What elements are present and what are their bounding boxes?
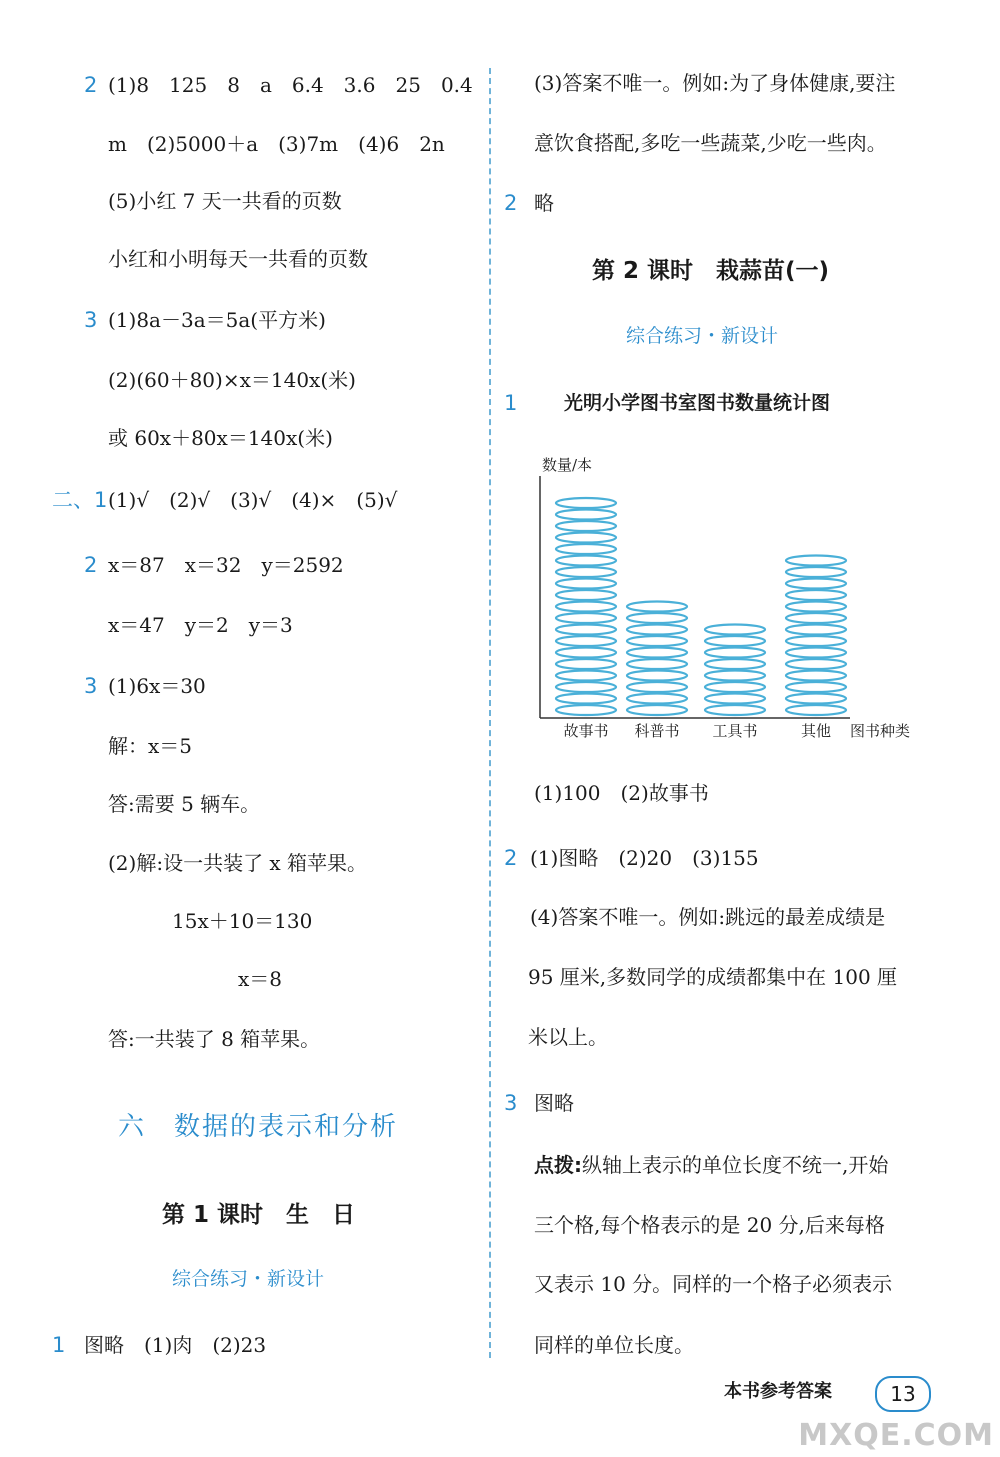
lesson1-q1-number: 1 [52, 1333, 66, 1357]
bar-coil [705, 682, 765, 692]
bar-coil [786, 671, 846, 681]
section-title: 六 数据的表示和分析 [118, 1112, 399, 1142]
lesson1-title: 第 1 课时 生 日 [162, 1202, 356, 1228]
category-label-1: 故事书 [563, 722, 609, 740]
bar-coil [556, 613, 616, 623]
q2-number: 2 [84, 73, 98, 97]
bar-coil [556, 521, 616, 531]
bar-3 [705, 625, 765, 716]
part2-q3-number: 3 [84, 674, 98, 698]
bar-coil [786, 636, 846, 646]
part2-q3-line3: 答:需要 5 辆车。 [108, 792, 261, 816]
part2-q3-line6: x＝8 [238, 967, 283, 991]
bar-coil [627, 659, 687, 669]
q2-line2: m (2)5000＋a (3)7m (4)6 2n [108, 132, 445, 156]
q3-number: 3 [84, 308, 98, 332]
part2-q3-line2: 解：x＝5 [108, 734, 193, 758]
part2-q3-line1: (1)6x＝30 [108, 674, 206, 698]
bar-coil [556, 682, 616, 692]
part2-q3-line7: 答:一共装了 8 箱苹果。 [108, 1027, 321, 1051]
q2-line1: (1)8 125 8 a 6.4 3.6 25 0.4 [108, 73, 473, 97]
tip-line3: 又表示 10 分。同样的一个格子必须表示 [534, 1272, 893, 1296]
tip-line1 [534, 1152, 888, 1178]
bar-coil [705, 648, 765, 658]
bar-coil [556, 498, 616, 508]
chart-title: 光明小学图书室图书数量统计图 [564, 392, 831, 414]
category-label-3: 工具书 [712, 722, 758, 740]
bar-coil [556, 533, 616, 543]
tip-line2: 三个格,每个格表示的是 20 分,后来每格 [534, 1213, 885, 1237]
book-count-chart [520, 448, 940, 748]
bar-coil [627, 613, 687, 623]
bar-coil [556, 671, 616, 681]
r-q1-number: 1 [504, 391, 518, 415]
footer-label: 本书参考答案 [724, 1381, 832, 1402]
bar-coil [786, 556, 846, 566]
bar-coil [627, 682, 687, 692]
bar-2 [627, 602, 687, 716]
lesson2-subtitle: 综合练习・新设计 [626, 325, 779, 347]
r-top-line1: (3)答案不唯一。例如:为了身体健康,要注 [534, 71, 896, 95]
category-label-2: 科普书 [634, 722, 680, 740]
q2-line4: 小红和小明每天一共看的页数 [108, 247, 368, 271]
q3-line3: 或 60x＋80x＝140x(米) [108, 426, 333, 450]
bar-coil [786, 694, 846, 704]
bar-coil [556, 567, 616, 577]
part2-q3-line4: (2)解:设一共装了 x 箱苹果。 [108, 851, 368, 875]
part2-q2-line2: x＝47 y＝2 y＝3 [108, 613, 293, 637]
bar-coil [627, 671, 687, 681]
bar-coil [556, 694, 616, 704]
bar-coil [556, 556, 616, 566]
y-axis-label: 数量/本 [542, 456, 593, 474]
bar-4 [786, 556, 846, 716]
tip-line1-text: 纵轴上表示的单位长度不统一,开始 [582, 1153, 889, 1177]
part2-q2-number: 2 [84, 553, 98, 577]
q3-line1: (1)8a－3a＝5a(平方米) [108, 308, 326, 332]
bar-coil [705, 625, 765, 635]
bar-coil [705, 694, 765, 704]
q2-line3: (5)小红 7 天一共看的页数 [108, 189, 342, 213]
r-q2-number: 2 [504, 191, 518, 215]
x-axis-label: 图书种类 [850, 722, 911, 740]
bar-coil [627, 648, 687, 658]
lesson1-subtitle: 综合练习・新设计 [172, 1268, 325, 1290]
part2-number: 二、1 [52, 488, 108, 512]
part2-q3-line5: 15x＋10＝130 [172, 909, 313, 933]
category-label-4: 其他 [800, 722, 832, 740]
bar-coil [556, 625, 616, 635]
bar-coil [705, 671, 765, 681]
bar-coil [556, 648, 616, 658]
bar-coil [786, 625, 846, 635]
column-divider [489, 68, 491, 1358]
r-top-line2: 意饮食搭配,多吃一些蔬菜,少吃一些肉。 [534, 131, 887, 155]
lesson2-title: 第 2 课时 栽蒜苗(一) [592, 258, 830, 284]
bar-coil [786, 590, 846, 600]
lesson1-q1-line: 图略 (1)肉 (2)23 [84, 1333, 267, 1357]
bar-coil [786, 705, 846, 715]
tip-lead: 点拨: [534, 1153, 582, 1177]
bar-coil [627, 625, 687, 635]
bar-coil [556, 544, 616, 554]
r-q1-after: (1)100 (2)故事书 [534, 781, 709, 805]
bar-coil [786, 648, 846, 658]
part2-q1-line: (1)√ (2)√ (3)√ (4)× (5)√ [108, 488, 398, 512]
bar-coil [556, 510, 616, 520]
bar-coil [786, 579, 846, 589]
r-q3-text: 图略 [534, 1091, 574, 1115]
page-number-badge: 13 [875, 1376, 931, 1412]
bar-coil [786, 613, 846, 623]
bar-coil [556, 602, 616, 612]
bar-coil [556, 579, 616, 589]
bar-coil [627, 602, 687, 612]
tip-line4: 同样的单位长度。 [534, 1333, 694, 1357]
q3-line2: (2)(60＋80)×x＝140x(米) [108, 368, 356, 392]
r-q2b-line3: 95 厘米,多数同学的成绩都集中在 100 厘 [528, 965, 898, 989]
r-q2b-line2: (4)答案不唯一。例如:跳远的最差成绩是 [530, 905, 886, 929]
bar-coil [627, 636, 687, 646]
bar-coil [786, 567, 846, 577]
bar-coil [705, 659, 765, 669]
bar-1 [556, 498, 616, 715]
bar-coil [786, 659, 846, 669]
bar-coil [627, 705, 687, 715]
bar-coil [786, 682, 846, 692]
bar-coil [556, 590, 616, 600]
bar-coil [786, 602, 846, 612]
r-q2b-line4: 米以上。 [528, 1025, 608, 1049]
bar-coil [556, 659, 616, 669]
bar-coil [627, 694, 687, 704]
bar-coil [705, 636, 765, 646]
part2-q2-line1: x＝87 x＝32 y＝2592 [108, 553, 344, 577]
r-q2b-number: 2 [504, 846, 518, 870]
r-q2b-line1: (1)图略 (2)20 (3)155 [530, 846, 759, 870]
r-q3-number: 3 [504, 1091, 518, 1115]
bar-coil [556, 705, 616, 715]
r-q2-text: 略 [534, 191, 554, 215]
bar-coil [556, 636, 616, 646]
watermark: MXQE.COM [798, 1418, 994, 1453]
bar-coil [705, 705, 765, 715]
